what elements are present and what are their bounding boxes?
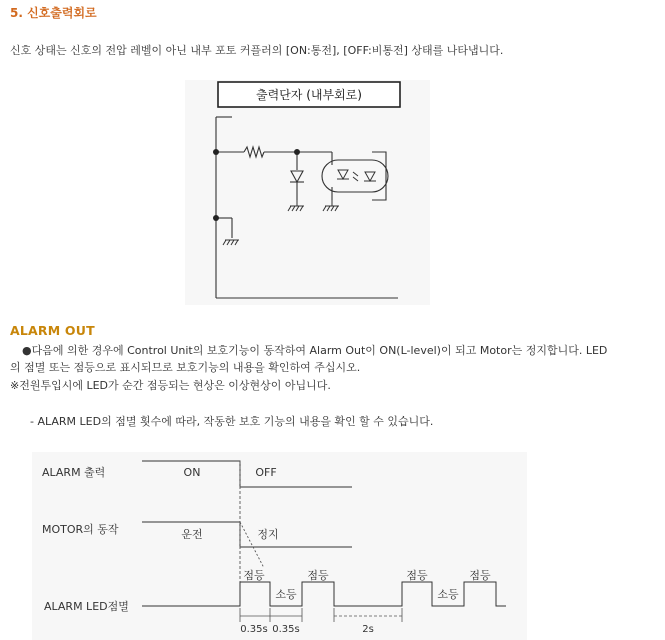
signal-description: 신호 상태는 신호의 전압 레벨이 아닌 내부 포토 커플러의 [ON:통전], [OFF:비통전] 상태를 나타냅니다. — [10, 44, 504, 57]
off-label: OFF — [255, 466, 277, 479]
alarm-desc-line3: ※전원투입시에 LED가 순간 점등되는 현상은 이상현상이 아닙니다. — [10, 379, 331, 392]
row-label-alarm-output: ALARM 출력 — [42, 466, 106, 479]
lit-label: 점등 — [406, 569, 428, 582]
circuit-label: 출력단자 (내부회로) — [256, 88, 362, 102]
lit-label: 점등 — [243, 569, 265, 582]
lit-label: 점등 — [469, 569, 491, 582]
duration-label: 0.35s — [240, 624, 268, 635]
row-label-led: ALARM LED점멸 — [44, 600, 129, 613]
alarm-desc-line1: ●다음에 의한 경우에 Control Unit의 보호기능이 동작하여 Alarm Out이 ON(L-level)이 되고 Motor는 정지합니다. LED — [22, 344, 608, 357]
unlit-label: 소등 — [437, 588, 459, 601]
lit-label: 점등 — [307, 569, 329, 582]
run-label: 운전 — [181, 528, 203, 541]
unlit-label: 소등 — [275, 588, 297, 601]
section-heading: 5. 신호출력회로 — [10, 6, 97, 20]
on-label: ON — [183, 466, 201, 479]
duration-label: 0.35s — [272, 624, 300, 635]
duration-label: 2s — [362, 624, 374, 635]
alarm-led-note: - ALARM LED의 점멸 횟수에 따라, 작동한 보호 기능의 내용을 확인 할 수 있습니다. — [30, 415, 434, 428]
alarm-desc-line2: 의 점멸 또는 점등으로 표시되므로 보호기능의 내용을 확인하여 주십시오. — [10, 361, 361, 374]
alarm-out-title: ALARM OUT — [10, 323, 95, 338]
row-label-motor: MOTOR의 동작 — [42, 523, 119, 536]
stop-label: 정지 — [257, 528, 279, 541]
